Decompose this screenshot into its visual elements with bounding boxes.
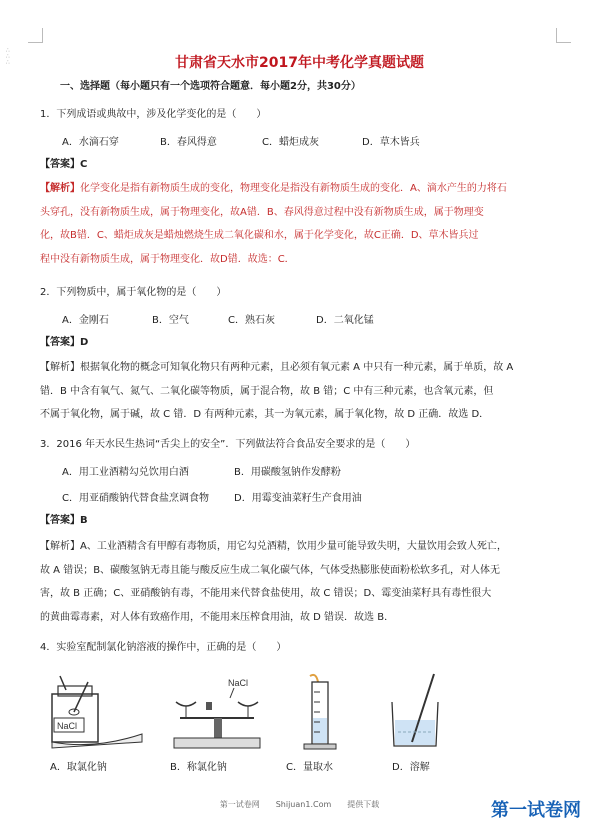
q1-option-a: A．水滴石穿 [62, 137, 119, 148]
q1-stem: 1．下列成语或典故中，涉及化学变化的是（ ） [40, 109, 267, 120]
q4-stem: 4．实验室配制氯化钠溶液的操作中，正确的是（ ） [40, 642, 287, 653]
q2-option-a: A．金刚石 [62, 315, 109, 326]
q1-analysis [40, 177, 570, 271]
q4-label-b: B．称氯化钠 [170, 762, 227, 773]
page-corner-mark-right [556, 28, 571, 43]
bottle-label: NaCl [57, 721, 78, 731]
q3-option-b: B．用碳酸氢钠作发酵粉 [234, 467, 341, 478]
figure-a-take-nacl [44, 672, 144, 752]
q2-option-b: B．空气 [152, 315, 189, 326]
brand-logo: 第一试卷网 [491, 800, 581, 821]
q3-analysis-line: 的黄曲霉毒素，对人体有致癌作用，不能用来压榨食用油，故 D 错误．故选 B． [40, 611, 395, 623]
q1-option-b: B．春风得意 [160, 137, 217, 148]
q2-analysis [40, 356, 570, 427]
figure-c-measure-water [288, 672, 348, 754]
figure-b-weigh-nacl [164, 672, 274, 754]
q1-analysis-line: 头穿孔，没有新物质生成，属于物理变化，故A错．B、春风得意过程中没有新物质生成，属于物理变 [40, 206, 484, 218]
q1-option-d: D．草木皆兵 [362, 137, 420, 148]
section-heading: 一、选择题（每小题只有一个选项符合题意．每小题2分，共30分） [60, 81, 361, 92]
q1-answer: 【答案】C [40, 159, 88, 170]
q1-analysis-line: 程中没有新物质生成，属于物理变化．故D错．故选：C． [40, 253, 295, 265]
page-corner-mark-left [28, 28, 43, 43]
q3-option-a: A．用工业酒精勾兑饮用白酒 [62, 467, 189, 478]
q2-analysis-line: 错．B 中含有氧气、氮气、二氧化碳等物质，属于混合物，故 B 错；C 中有三种元素，也含氧元素，但 [40, 385, 494, 397]
q3-analysis-line: 【解析】A、工业酒精含有甲醇有毒物质，用它勾兑酒精，饮用少量可能导致失明，大量饮用会致人死亡， [40, 541, 507, 552]
q3-stem: 3．2016 年天水民生热词“舌尖上的安全”．下列做法符合食品安全要求的是（ ） [40, 439, 416, 450]
q1-analysis-line: 化，故B错．C、蜡炬成灰是蜡烛燃烧生成二氧化碳和水，属于化学变化，故C正确．D、草木皆兵过 [40, 230, 479, 241]
q3-analysis [40, 535, 570, 629]
margin-dots: ∴ ∴ ∴ [6, 47, 10, 66]
q2-option-c: C．熟石灰 [228, 315, 275, 326]
page-title: 甘肃省天水市2017年中考化学真题试题 [175, 55, 424, 71]
q2-answer: 【答案】D [40, 337, 89, 348]
q1-analysis-line: 化学变化是指有新物质生成的变化，物理变化是指没有新物质生成的变化．A、滴水产生的力将石 [80, 183, 507, 194]
q4-label-d: D．溶解 [392, 762, 430, 773]
q4-label-c: C．量取水 [286, 762, 333, 773]
figure-d-dissolve [380, 672, 460, 754]
page-footer: 第一试卷网 Shijuan1.Com 提供下载 [219, 800, 380, 809]
q2-analysis-line: 【解析】根据氧化物的概念可知氧化物只有两种元素，且必须有氧元素 A 中只有一种元素，属于单质，故 A [40, 362, 514, 373]
q1-option-c: C．蜡炬成灰 [262, 137, 319, 148]
q4-label-a: A．取氯化钠 [50, 762, 107, 773]
q2-analysis-line: 不属于氧化物，属于碱，故 C 错．D 有两种元素，其一为氧元素，属于氧化物，故 D 正确．故选 D． [40, 409, 490, 420]
q3-option-c: C．用亚硝酸钠代替食盐烹调食物 [62, 493, 209, 504]
q3-answer: 【答案】B [40, 515, 88, 526]
q3-analysis-line: 故 A 错误；B、碳酸氢钠无毒且能与酸反应生成二氧化碳气体，气体受热膨胀使面粉松软多孔，对人体无 [40, 564, 501, 576]
scale-label: NaCl [228, 678, 249, 688]
q1-analysis-tag: 【解析】 [40, 183, 80, 194]
q3-analysis-line: 害，故 B 正确；C、亚硝酸钠有毒，不能用来代替食盐使用，故 C 错误；D、霉变油菜籽具有毒性很大 [40, 588, 492, 599]
q3-option-d: D．用霉变油菜籽生产食用油 [234, 493, 362, 504]
q2-stem: 2．下列物质中，属于氧化物的是（ ） [40, 287, 227, 298]
q2-option-d: D．二氧化锰 [316, 315, 374, 326]
